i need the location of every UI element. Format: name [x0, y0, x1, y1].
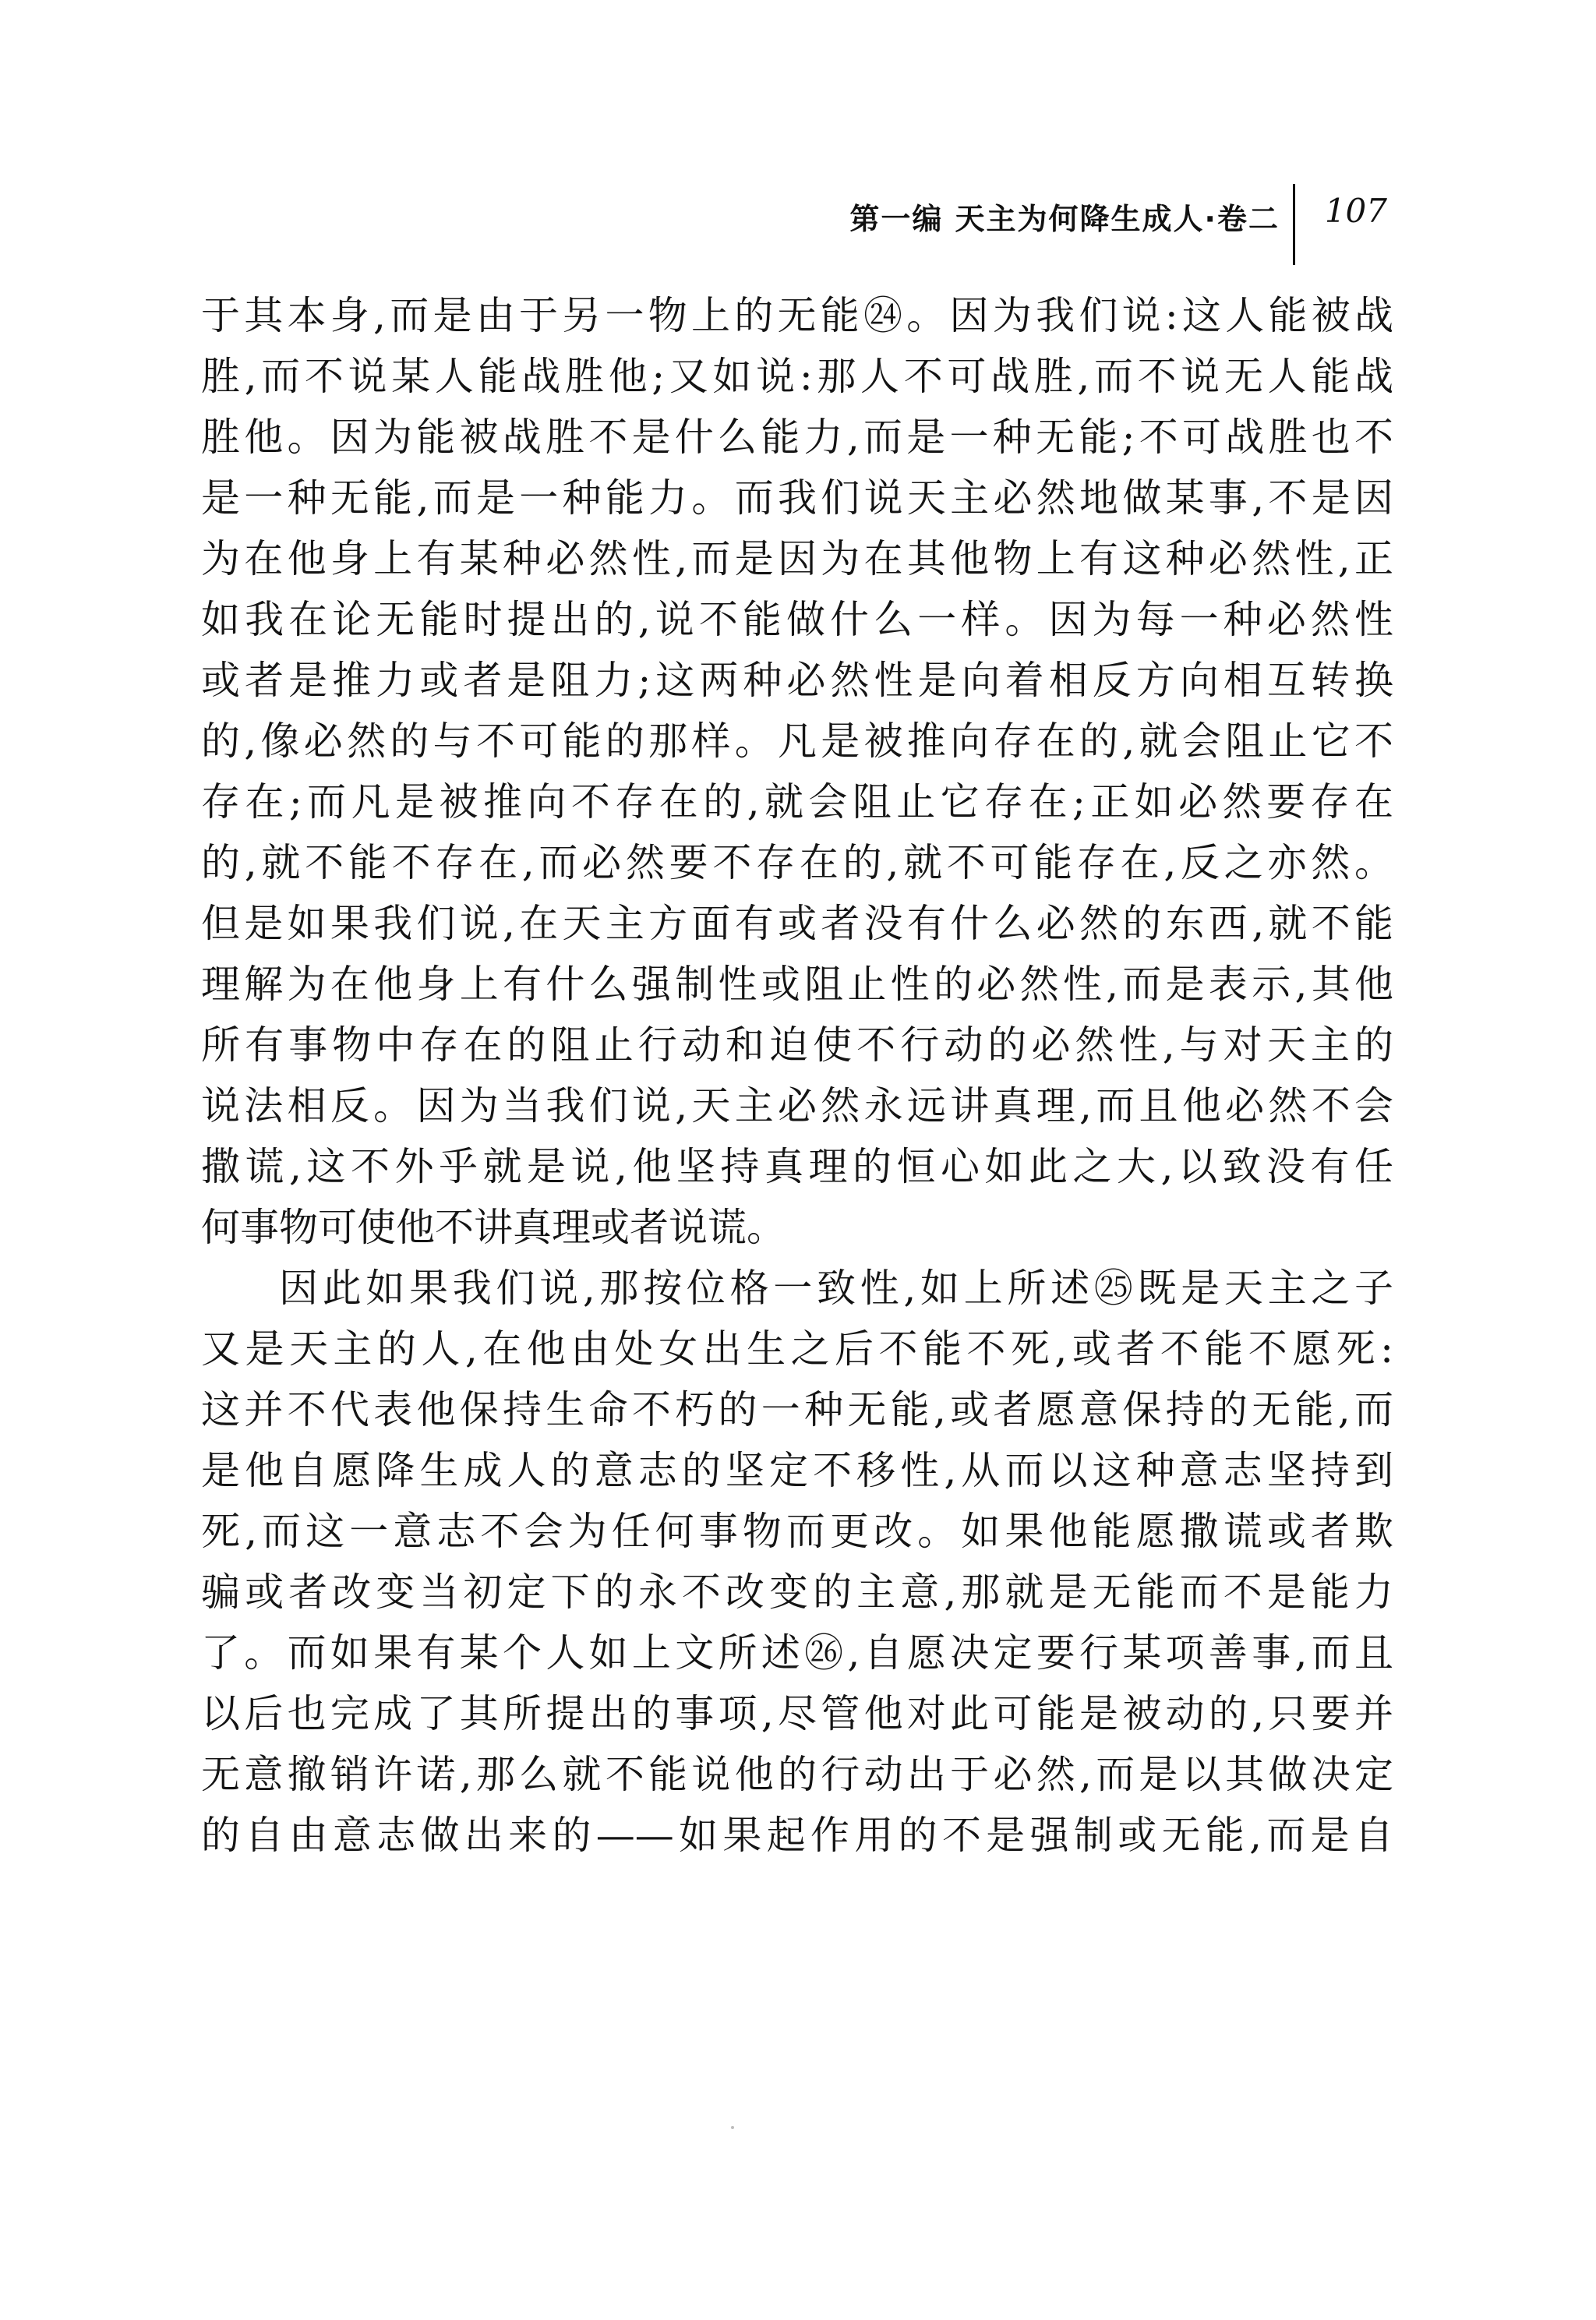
- text-line: 于其本身,而是由于另一物上的无能㉔。因为我们说:这人能被战: [201, 293, 1393, 338]
- text-line: 但是如果我们说,在天主方面有或者没有什么必然的东西,就不能: [201, 901, 1393, 946]
- header-title: 第一编 天主为何降生成人·卷二: [849, 202, 1280, 236]
- text-line: 的,像必然的与不可能的那样。凡是被推向存在的,就会阻止它不: [201, 719, 1393, 764]
- text-line: 的自由意志做出来的——如果起作用的不是强制或无能,而是自: [201, 1813, 1393, 1858]
- text-line: 撒谎,这不外乎就是说,他坚持真理的恒心如此之大,以致没有任: [201, 1144, 1393, 1189]
- text-line: 理解为在他身上有什么强制性或阻止性的必然性,而是表示,其他: [201, 962, 1393, 1007]
- paragraph-start-line: 因此如果我们说,那按位格一致性,如上所述㉕既是天主之子: [279, 1266, 1393, 1311]
- text-line: 或者是推力或者是阻力;这两种必然性是向着相反方向相互转换: [201, 658, 1393, 703]
- text-line: 是他自愿降生成人的意志的坚定不移性,从而以这种意志坚持到: [201, 1448, 1393, 1493]
- paragraph-end-line: 何事物可使他不讲真理或者说谎。: [201, 1205, 786, 1250]
- running-header: [546, 184, 1387, 277]
- text-line: 了。而如果有某个人如上文所述㉖,自愿决定要行某项善事,而且: [201, 1630, 1393, 1676]
- text-line: 存在;而凡是被推向不存在的,就会阻止它存在;正如必然要存在: [201, 779, 1393, 825]
- text-line: 为在他身上有某种必然性,而是因为在其他物上有这种必然性,正: [201, 536, 1393, 581]
- header-divider-rule: [1293, 184, 1295, 265]
- text-line: 胜,而不说某人能战胜他;又如说:那人不可战胜,而不说无人能战: [201, 354, 1393, 399]
- text-line: 胜他。因为能被战胜不是什么能力,而是一种无能;不可战胜也不: [201, 415, 1393, 460]
- text-line: 这并不代表他保持生命不朽的一种无能,或者愿意保持的无能,而: [201, 1387, 1393, 1432]
- text-line: 的,就不能不存在,而必然要不存在的,就不可能存在,反之亦然。: [201, 840, 1393, 885]
- text-line: 骗或者改变当初定下的永不改变的主意,那就是无能而不是能力: [201, 1570, 1393, 1615]
- text-line: 死,而这一意志不会为任何事物而更改。如果他能愿撒谎或者欺: [201, 1509, 1393, 1554]
- text-line: 说法相反。因为当我们说,天主必然永远讲真理,而且他必然不会: [201, 1083, 1393, 1128]
- body-text: [201, 285, 1393, 1866]
- text-line: 无意撤销许诺,那么就不能说他的行动出于必然,而是以其做决定: [201, 1752, 1393, 1797]
- text-line: 是一种无能,而是一种能力。而我们说天主必然地做某事,不是因: [201, 475, 1393, 521]
- text-line: 所有事物中存在的阻止行动和迫使不行动的必然性,与对天主的: [201, 1022, 1393, 1068]
- text-line: 如我在论无能时提出的,说不能做什么一样。因为每一种必然性: [201, 597, 1393, 642]
- text-line: 又是天主的人,在他由处女出生之后不能不死,或者不能不愿死:: [201, 1326, 1393, 1372]
- scan-speck: [731, 2126, 734, 2129]
- text-line: 以后也完成了其所提出的事项,尽管他对此可能是被动的,只要并: [201, 1691, 1393, 1736]
- page-number: 107: [1324, 192, 1387, 230]
